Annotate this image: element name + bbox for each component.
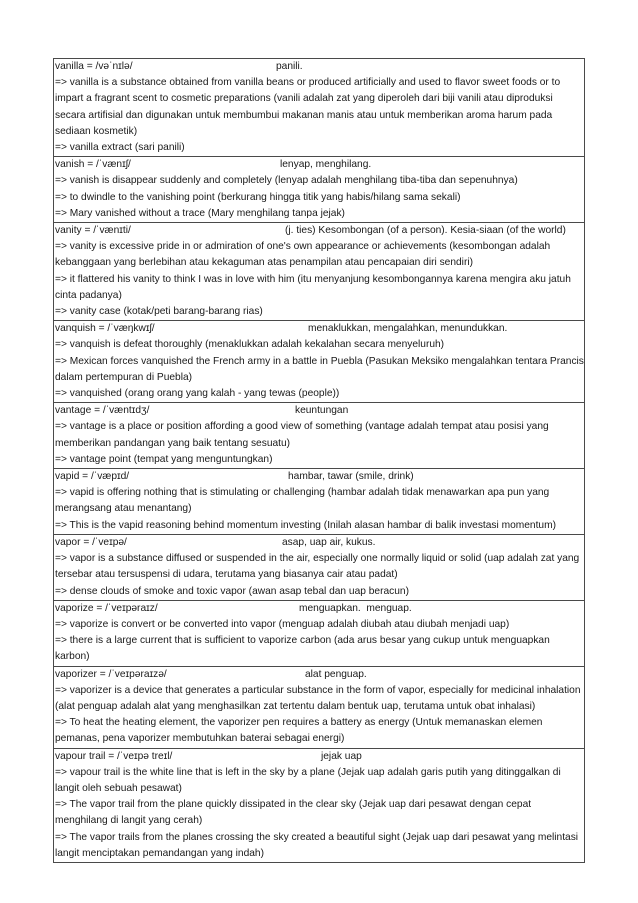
entry-header bbox=[55, 469, 584, 485]
entry-term: vapid = /ˈvæpɪd/ bbox=[55, 471, 130, 483]
entry-header bbox=[55, 403, 584, 419]
entry-line: => dense clouds of smoke and toxic vapor (awan asap tebal dan uap beracun) bbox=[55, 585, 409, 597]
entry-meaning: (j. ties) Kesombongan (of a person). Kesia-siaan (of the world) bbox=[285, 225, 566, 237]
entry-term: vanquish = /ˈvæŋkwɪʃ/ bbox=[55, 323, 155, 335]
glossary-entry-vaporize bbox=[54, 601, 584, 667]
entry-term: vanish = /ˈvænɪʃ/ bbox=[55, 159, 131, 171]
entry-header bbox=[55, 667, 584, 683]
entry-line: => vapid is offering nothing that is stimulating or challenging (hambar adalah tidak menawarkan apa pun yang merangsang atau menantang) bbox=[55, 487, 550, 515]
entry-line: => it flattered his vanity to think I was in love with him (itu menyanjung kesombongannya karena mengira aku jatuh cinta padanya) bbox=[55, 273, 571, 301]
entry-line: => Mary vanished without a trace (Mary menghilang tanpa jejak) bbox=[55, 207, 345, 219]
entry-line: => The vapor trail from the plane quickly dissipated in the clear sky (Jejak uap dari pesawat dengan cepat menghilang di langit yang cerah) bbox=[55, 799, 532, 827]
entry-meaning: menaklukkan, mengalahkan, menundukkan. bbox=[308, 323, 508, 335]
entry-meaning: menguapkan. menguap. bbox=[299, 602, 412, 614]
entry-line: => The vapor trails from the planes crossing the sky created a beautiful sight (Jejak uap dari pesawat yang melintasi langit menciptakan pemandangan yang indah) bbox=[55, 831, 579, 859]
entry-meaning: asap, uap air, kukus. bbox=[282, 536, 376, 548]
glossary-entry-vapid bbox=[54, 469, 584, 535]
entry-line: => vanquish is defeat thoroughly (menaklukkan adalah kekalahan secara menyeluruh) bbox=[55, 339, 445, 351]
entry-line: => vanish is disappear suddenly and completely (lenyap adalah menghilang tiba-tiba dan sepenuhnya) bbox=[55, 175, 518, 187]
entry-term: vapor = /ˈveɪpə/ bbox=[55, 536, 127, 548]
entry-term: vantage = /ˈvæntɪdʒ/ bbox=[55, 405, 150, 417]
glossary-entry-vanquish bbox=[54, 321, 584, 403]
entry-line: => This is the vapid reasoning behind momentum investing (Inilah alasan hambar di balik investasi momentum) bbox=[55, 519, 556, 531]
entry-term: vanity = /ˈvænɪti/ bbox=[55, 225, 131, 237]
entry-line: => vanilla extract (sari panili) bbox=[55, 142, 185, 154]
entry-header bbox=[55, 749, 584, 765]
entry-meaning: alat penguap. bbox=[305, 668, 367, 680]
entry-term: vapour trail = /ˈveɪpə treɪl/ bbox=[55, 750, 173, 762]
entry-line: => To heat the heating element, the vaporizer pen requires a battery as energy (Untuk memanaskan elemen pemanas, pena vaporizer membutuhkan baterai sebagai energi) bbox=[55, 717, 543, 745]
glossary-entry-vanilla bbox=[54, 59, 584, 157]
entry-line: => vanity is excessive pride in or admiration of one's own appearance or achievements (kesombongan adalah kebanggaan yang berlebihan atau kekaguman atas penampilan atau pencapaian diri sendiri) bbox=[55, 241, 551, 269]
entry-line: => vanity case (kotak/peti barang-barang rias) bbox=[55, 306, 263, 318]
entry-header bbox=[55, 321, 584, 337]
entry-line: => vanquished (orang orang yang kalah - yang tewas (people)) bbox=[55, 388, 340, 400]
entry-meaning: keuntungan bbox=[295, 405, 349, 417]
glossary-document bbox=[53, 58, 585, 863]
entry-meaning: lenyap, menghilang. bbox=[280, 159, 372, 171]
entry-meaning: jejak uap bbox=[321, 750, 362, 762]
glossary-entry-vapor bbox=[54, 535, 584, 601]
entry-header bbox=[55, 59, 584, 75]
entry-line: => vaporize is convert or be converted into vapor (menguap adalah diubah atau diubah menjadi uap) bbox=[55, 618, 510, 630]
entry-line: => vaporizer is a device that generates a particular substance in the form of vapor, especially for medicinal inhalation (alat penguap adalah alat yang menghasilkan zat tertentu dalam bentuk uap, terutama untuk obat inhalasi) bbox=[55, 684, 581, 712]
entry-header bbox=[55, 223, 584, 239]
entry-line: => vantage point (tempat yang menguntungkan) bbox=[55, 453, 273, 465]
entry-line: => vantage is a place or position affording a good view of something (vantage adalah tempat atau posisi yang memberikan pandangan yang baik tentang sesuatu) bbox=[55, 421, 549, 449]
entry-line: => to dwindle to the vanishing point (berkurang hingga titik yang habis/hilang sama sekali) bbox=[55, 191, 461, 203]
entry-header bbox=[55, 535, 584, 551]
entry-meaning: hambar, tawar (smile, drink) bbox=[288, 471, 414, 483]
entry-term: vaporizer = /ˈveɪpəraɪzə/ bbox=[55, 668, 167, 680]
entry-header bbox=[55, 601, 584, 617]
entry-header bbox=[55, 157, 584, 173]
entry-line: => vapour trail is the white line that is left in the sky by a plane (Jejak uap adalah garis putih yang ditinggalkan di langit oleh sebuah pesawat) bbox=[55, 766, 561, 794]
glossary-entry-vapour-trail bbox=[54, 749, 584, 862]
entry-term: vaporize = /ˈveɪpəraɪz/ bbox=[55, 602, 158, 614]
entry-term: vanilla = /vəˈnɪlə/ bbox=[55, 61, 133, 72]
glossary-entry-vaporizer bbox=[54, 667, 584, 749]
entry-line: => vapor is a substance diffused or suspended in the air, especially one normally liquid or solid (uap adalah zat yang tersebar atau tersuspensi di udara, terutama yang biasanya cair atau padat) bbox=[55, 553, 580, 581]
glossary-entry-vanish bbox=[54, 157, 584, 223]
entry-meaning: panili. bbox=[276, 61, 303, 72]
glossary-entry-vantage bbox=[54, 403, 584, 469]
entry-line: => vanilla is a substance obtained from vanilla beans or produced artificially and used to flavor sweet foods or to impart a fragrant scent to cosmetic preparations (vanili adalah zat yang diperoleh dari biji vanili atau diproduksi secara artifisial dan digunakan untuk membumbui makanan manis atau untuk memberikan aroma harum pada sediaan kosmetik) bbox=[55, 77, 561, 137]
entry-line: => there is a large current that is sufficient to vaporize carbon (ada arus besar yang cukup untuk menguapkan karbon) bbox=[55, 635, 550, 663]
entry-line: => Mexican forces vanquished the French army in a battle in Puebla (Pasukan Meksiko mengalahkan tentara Prancis dalam pertempuran di Puebla) bbox=[55, 355, 584, 383]
glossary-entry-vanity bbox=[54, 223, 584, 321]
